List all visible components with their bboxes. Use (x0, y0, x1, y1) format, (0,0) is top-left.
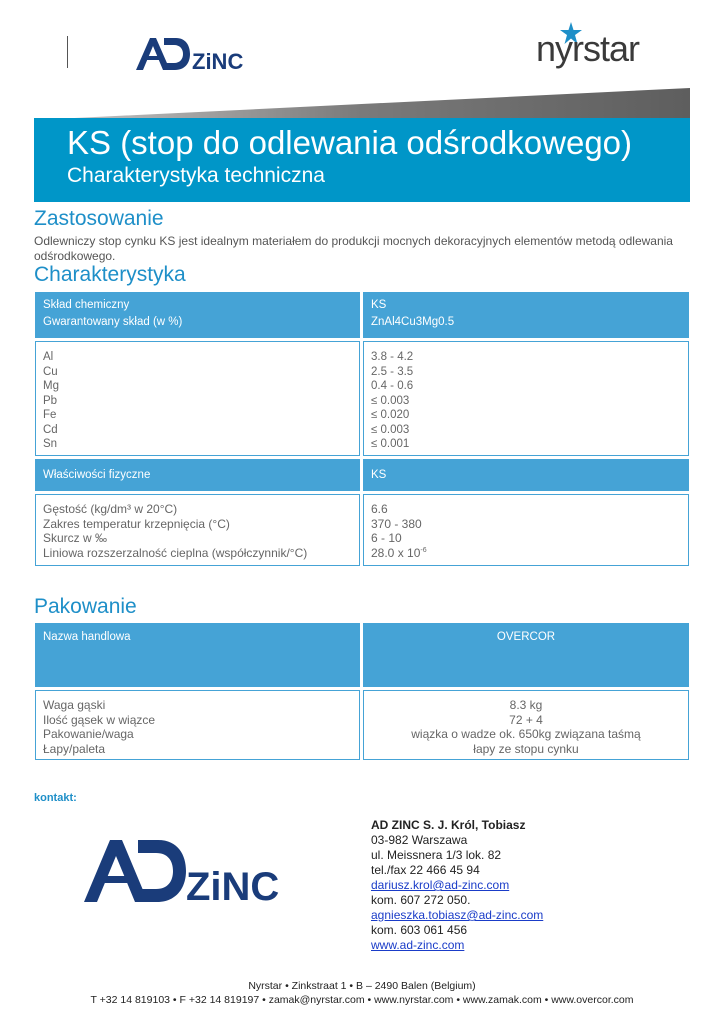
phys-header-right: KS (363, 459, 689, 491)
zastosowanie-text (34, 234, 694, 264)
element-name: Cu (43, 365, 58, 378)
page-title: KS (stop do odlewania odśrodkowego) (67, 124, 633, 161)
property-values-cell (363, 494, 689, 566)
phys-header-left: Właściwości fizyczne (35, 459, 360, 491)
element-name: Sn (43, 438, 58, 450)
ad-zinc-logo (134, 36, 246, 72)
element-name: Mg (43, 380, 59, 392)
pack-row-label: Pakowanie/waga (43, 727, 134, 741)
contact-phone-1: kom. 607 272 050. (371, 893, 471, 907)
element-name: Fe (43, 409, 57, 421)
pack-header-left: Nazwa handlowa (35, 623, 360, 687)
contact-phone-2: kom. 603 061 456 (371, 923, 468, 937)
contact-company: AD ZINC S. J. Król, Tobiasz (371, 818, 526, 832)
contact-email-link-2[interactable]: agnieszka.tobiasz@ad-zinc.com (371, 908, 544, 922)
element-value: ≤ 0.020 (371, 409, 410, 421)
property-value-expansion (371, 546, 681, 561)
page-subtitle: Charakterystyka techniczna (67, 164, 325, 187)
expansion-exponent: -6 (420, 546, 427, 554)
element-name: Pb (43, 394, 58, 407)
ad-zinc-logo-large-word: ZiNC (186, 865, 280, 904)
chem-header-label: ZnAl4Cu3Mg0.5 (371, 315, 455, 328)
pack-row-value: łapy ze stopu cynku (473, 741, 579, 756)
chem-header-label: KS (371, 299, 387, 311)
contact-website-link[interactable]: www.ad-zinc.com (371, 938, 465, 952)
property-value: 6.6 (371, 502, 388, 516)
chem-header-right (363, 292, 689, 338)
element-name: Al (43, 351, 54, 363)
elements-cell (35, 341, 360, 456)
element-value: 0.4 - 0.6 (371, 380, 414, 392)
contact-address-line2: ul. Meissnera 1/3 lok. 82 (371, 848, 502, 862)
property-value: 28.0 x 10 (371, 545, 421, 560)
header-gray-band (34, 88, 690, 120)
pack-header-right: OVERCOR (363, 623, 689, 687)
pack-row-value: 8.3 kg (509, 698, 543, 712)
property-name: Zakres temperatur krzepnięcia (°C) (43, 516, 230, 531)
chem-header-left (35, 292, 360, 338)
element-value: ≤ 0.003 (371, 394, 410, 407)
ad-zinc-logo-large (82, 838, 286, 904)
pack-row-label: Łapy/paleta (43, 741, 106, 756)
contact-email-link-1[interactable]: dariusz.krol@ad-zinc.com (371, 878, 510, 892)
zastosowanie-text-line: Odlewniczy stop cynku KS jest idealnym materiałem do produkcji mocnych dekoracyjnych elementów metodą odlewania (34, 234, 673, 248)
section-heading-charakterystyka: Charakterystyka (34, 263, 186, 286)
property-value: 6 - 10 (371, 531, 402, 545)
ad-zinc-logo-word: ZiNC (192, 49, 244, 72)
chem-header-label: Gwarantowany skład (w %) (43, 315, 183, 328)
property-name: Skurcz w ‰ (43, 531, 108, 545)
section-heading-zastosowanie: Zastosowanie (34, 207, 164, 230)
contact-telfax: tel./fax 22 466 45 94 (371, 863, 480, 877)
section-heading-pakowanie: Pakowanie (34, 595, 137, 618)
pack-values-cell (363, 690, 689, 760)
chem-header-label: Skład chemiczny (43, 299, 130, 311)
properties-cell (35, 494, 360, 566)
element-value: 3.8 - 4.2 (371, 351, 414, 363)
property-name: Liniowa rozszerzalność cieplna (współczynnik/°C) (43, 545, 308, 560)
property-value: 370 - 380 (371, 516, 422, 531)
nyrstar-logo-text: nyrstar (536, 28, 640, 69)
contact-block (371, 818, 543, 953)
ad-zinc-logo-large-mark (84, 840, 186, 902)
pack-rows-cell (35, 690, 360, 760)
pack-row-label: Waga gąski (43, 698, 106, 712)
pack-row-value: wiązka o wadze ok. 650kg związana taśmą (411, 727, 641, 741)
ad-zinc-logo-mark (136, 38, 190, 70)
zastosowanie-text-line: odśrodkowego. (34, 249, 116, 263)
element-value: ≤ 0.003 (371, 423, 410, 436)
element-value: 2.5 - 3.5 (371, 365, 414, 378)
element-values-cell (363, 341, 689, 456)
contact-label: kontakt: (34, 792, 77, 804)
nyrstar-logo (536, 22, 660, 76)
header-divider (67, 36, 68, 68)
property-name: Gęstość (kg/dm³ w 20°C) (43, 502, 178, 516)
pack-row-label: Ilość gąsek w wiązce (43, 712, 156, 727)
footer-contacts: T +32 14 819103 • F +32 14 819197 • zamak@nyrstar.com • www.nyrstar.com • www.zamak.com • www.overcor.com (90, 994, 634, 1006)
contact-address-line1: 03-982 Warszawa (371, 833, 468, 847)
element-value: ≤ 0.001 (371, 438, 410, 450)
footer-address: Nyrstar • Zinkstraat 1 • B – 2490 Balen (Belgium) (248, 980, 476, 992)
element-name: Cd (43, 423, 58, 436)
pack-row-value: 72 + 4 (509, 712, 543, 727)
